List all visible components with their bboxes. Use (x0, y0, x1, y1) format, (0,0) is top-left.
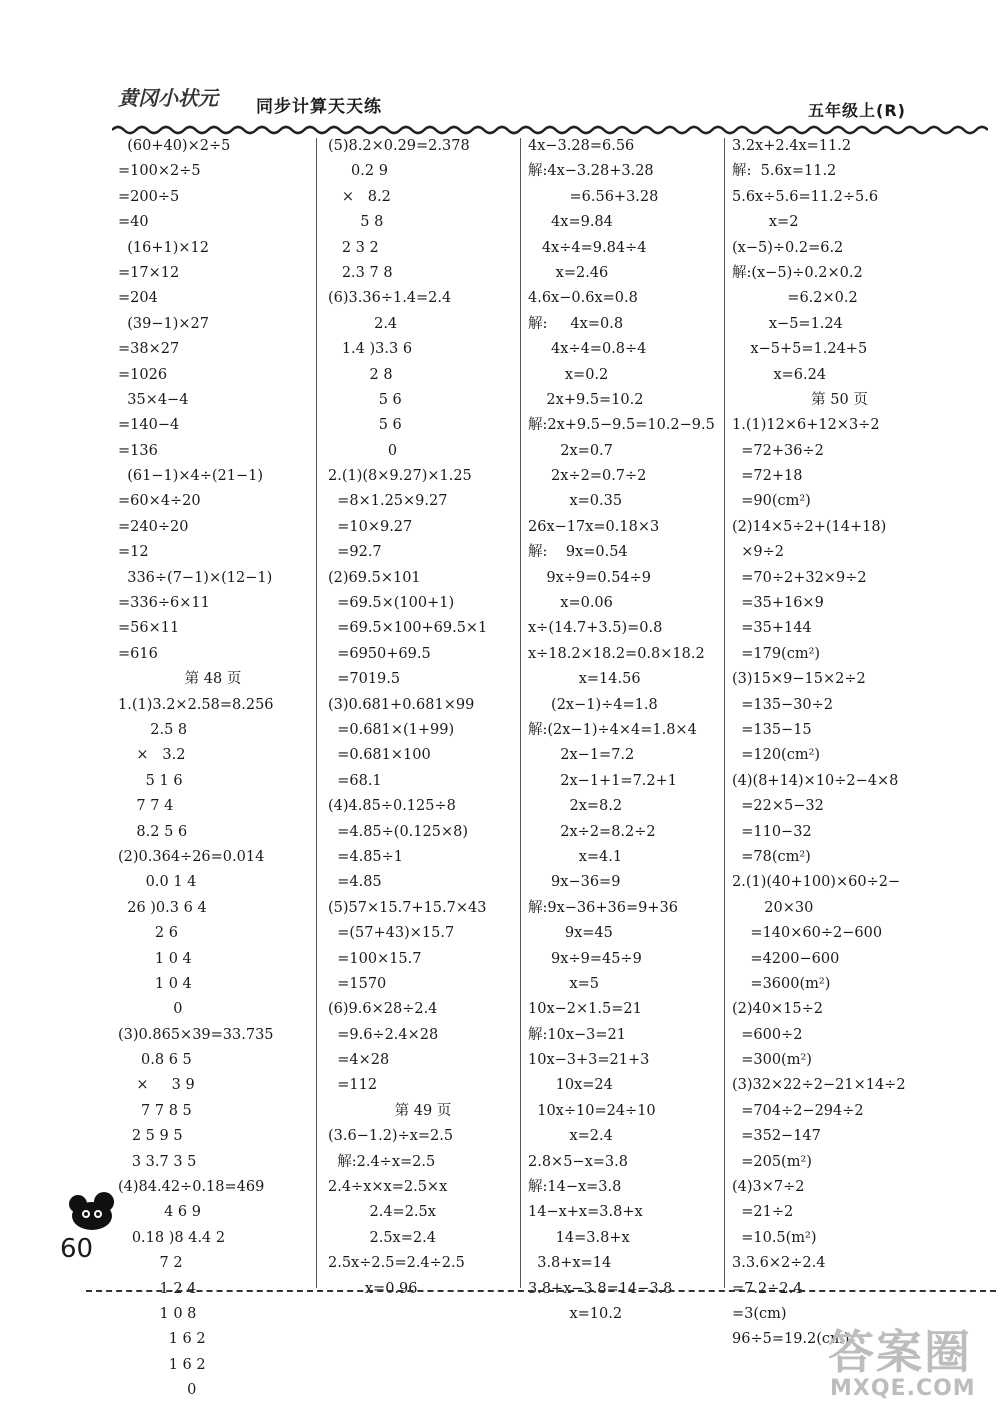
answer-line: 0 (118, 1382, 197, 1399)
answer-line: 7 7 8 5 (118, 1102, 192, 1119)
answer-line: 2x−1+1=7.2+1 (528, 772, 678, 789)
answer-line: × 3 9 (118, 1077, 195, 1094)
page-number: 60 (60, 1234, 94, 1264)
answer-line: 2 8 (328, 366, 393, 383)
answer-line: 20×30 (732, 899, 814, 916)
answer-line: 2 5 9 5 (118, 1128, 183, 1145)
answer-line: =8×1.25×9.27 (328, 493, 448, 510)
answer-line: x=0.06 (528, 595, 613, 612)
answer-line: =90(cm²) (732, 493, 811, 510)
answer-line: =352−147 (732, 1128, 821, 1145)
answer-line: 4x÷4=0.8÷4 (528, 341, 647, 358)
answer-line: 3.3.6×2÷2.4 (732, 1255, 826, 1272)
answer-line: =9.6÷2.4×28 (328, 1026, 439, 1043)
answer-line: =4.85÷1 (328, 848, 404, 865)
section-heading: 第 48 页 (184, 671, 242, 688)
answer-line: × 8.2 (328, 188, 391, 205)
answer-line: =179(cm²) (732, 645, 821, 662)
answer-line: =6950+69.5 (328, 645, 431, 662)
column-divider (520, 138, 521, 1288)
page-footer (60, 1190, 960, 1310)
answer-line: =336÷6×11 (118, 595, 210, 612)
answer-line: =7019.5 (328, 671, 401, 688)
answer-line: 0.0 1 4 (118, 874, 197, 891)
watermark-url: MXQE.COM (830, 1376, 976, 1401)
answer-line: (2x−1)÷4=1.8 (528, 696, 658, 713)
answer-line: 9x÷9=45÷9 (528, 950, 642, 967)
answer-line: 9x−36=9 (528, 874, 621, 891)
answer-line: 5 6 (328, 417, 402, 434)
answer-line: =10×9.27 (328, 518, 413, 535)
answer-line: 2.5x=2.4 (328, 1229, 436, 1246)
answer-line: x=2 (732, 214, 799, 231)
answer-line: x−5+5=1.24+5 (732, 341, 868, 358)
answer-line: 3 3.7 3 5 (118, 1153, 197, 1170)
watermark (820, 1310, 1000, 1410)
brand-title: 同步计算天天练 (256, 97, 382, 117)
answer-column-3 (528, 134, 728, 1327)
section-heading: 第 50 页 (811, 391, 868, 408)
answer-line: 解:(2x−1)÷4×4=1.8×4 (528, 721, 697, 738)
answer-line: x−5=1.24 (732, 315, 843, 332)
mascot-icon (62, 1190, 122, 1234)
answer-line: =56×11 (118, 620, 180, 637)
answer-line: 2.5 8 (118, 721, 188, 738)
answer-line: 2.8×5−x=3.8 (528, 1153, 628, 1170)
answer-line: 7 7 4 (118, 798, 174, 815)
answer-line: =60×4÷20 (118, 493, 201, 510)
answer-line: 4x=9.84 (528, 214, 613, 231)
answer-line: x=10.2 (528, 1305, 623, 1322)
answer-line: (4)(8+14)×10÷2−4×8 (732, 772, 899, 789)
answer-line: 4x÷4=9.84÷4 (528, 239, 647, 256)
answer-line: × 3.2 (118, 747, 186, 764)
answer-line: 2x=0.7 (528, 442, 613, 459)
answer-line: 解:14−x=3.8 (528, 1179, 622, 1196)
answer-line: =92.7 (328, 544, 382, 561)
answer-line: =35+16×9 (732, 595, 824, 612)
answer-line: =69.5×100+69.5×1 (328, 620, 488, 637)
answer-line: 2 6 (118, 925, 178, 942)
answer-line: x=4.1 (528, 848, 623, 865)
answer-line: (2)0.364÷26=0.014 (118, 848, 265, 865)
answer-line: 0.2 9 (328, 163, 388, 180)
answer-line: 96÷5=19.2(cm) (732, 1331, 850, 1348)
answer-line: 3.8+x−3.8=14−3.8 (528, 1280, 673, 1297)
footer-dashed-rule (86, 1290, 996, 1296)
answer-line: =7.2÷2.4 (732, 1280, 803, 1297)
answer-line: 8.2 5 6 (118, 823, 188, 840)
answer-line: 解: 5.6x=11.2 (732, 163, 837, 180)
answer-line: 2.3 7 8 (328, 264, 393, 281)
answer-line: 2.(1)(8×9.27)×1.25 (328, 468, 472, 485)
answer-line: 1.(1)3.2×2.58=8.256 (118, 696, 274, 713)
answer-line: =1570 (328, 975, 387, 992)
answer-line: (2)40×15÷2 (732, 1001, 823, 1018)
answer-line: 0.8 6 5 (118, 1052, 192, 1069)
answer-line: (39−1)×27 (118, 315, 209, 332)
answer-line: x=0.35 (528, 493, 623, 510)
answer-line: 2x÷2=8.2÷2 (528, 823, 656, 840)
answer-line: 2 3 2 (328, 239, 379, 256)
answer-line: 2x+9.5=10.2 (528, 391, 644, 408)
answer-line: 2x=8.2 (528, 798, 623, 815)
answer-line: 1 0 4 (118, 950, 192, 967)
answer-line: =4.85 (328, 874, 382, 891)
answer-line: 7 2 (118, 1255, 183, 1272)
answer-line: =140×60÷2−600 (732, 925, 883, 942)
answer-line: 2.4=2.5x (328, 1204, 436, 1221)
answer-line: =135−15 (732, 721, 812, 738)
answer-line: (3)32×22÷2−21×14÷2 (732, 1077, 906, 1094)
grade-label: 五年级上(R) (808, 101, 906, 120)
answer-line: =4×28 (328, 1052, 390, 1069)
answer-line: x=0.2 (528, 366, 609, 383)
answer-line: =136 (118, 442, 158, 459)
answer-line: =120(cm²) (732, 747, 821, 764)
answer-line: 10x−2×1.5=21 (528, 1001, 642, 1018)
answer-line: (60+40)×2÷5 (118, 138, 231, 154)
answer-line: 1 0 4 (118, 975, 192, 992)
answer-line: 336÷(7−1)×(12−1) (118, 569, 273, 586)
answer-line: 解:10x−3=21 (528, 1026, 626, 1043)
answer-line: 0 (118, 1001, 183, 1018)
answer-line: x÷(14.7+3.5)=0.8 (528, 620, 663, 637)
answer-line: 0 (328, 442, 398, 459)
answer-line: =6.2×0.2 (732, 290, 858, 307)
answer-line: =240÷20 (118, 518, 189, 535)
answer-line: =3(cm) (732, 1305, 787, 1322)
answer-line: 0.18 )8 4.4 2 (118, 1229, 226, 1246)
answer-line: (6)3.36÷1.4=2.4 (328, 290, 452, 307)
answer-line: (4)3×7÷2 (732, 1179, 805, 1196)
answer-line: =70÷2+32×9÷2 (732, 569, 867, 586)
answer-line: =12 (118, 544, 149, 561)
answer-line: 2.(1)(40+100)×60÷2− (732, 874, 901, 891)
answer-line: =72+18 (732, 468, 803, 485)
answer-line: 3.2x+2.4x=11.2 (732, 138, 852, 154)
answer-line: =3600(m²) (732, 975, 831, 992)
answer-line: 26x−17x=0.18×3 (528, 518, 660, 535)
answer-line: (3)0.865×39=33.735 (118, 1026, 274, 1043)
answer-line: =40 (118, 214, 149, 231)
answer-line: 2x÷2=0.7÷2 (528, 468, 647, 485)
answer-line: x=6.24 (732, 366, 827, 383)
answer-line: 9x=45 (528, 925, 613, 942)
column-divider (316, 138, 317, 1288)
answer-line: 1 2 4 (118, 1280, 197, 1297)
answer-line: 9x÷9=0.54÷9 (528, 569, 652, 586)
answer-line: (16+1)×12 (118, 239, 209, 256)
answer-line: (6)9.6×28÷2.4 (328, 1001, 438, 1018)
answer-line: 解: 4x=0.8 (528, 315, 624, 332)
answer-line: (3)15×9−15×2÷2 (732, 671, 866, 688)
answer-line: 1 0 8 (118, 1305, 197, 1322)
answer-line: 1 6 2 (118, 1356, 206, 1373)
answer-line: =4200−600 (732, 950, 840, 967)
answer-line: =10.5(m²) (732, 1229, 817, 1246)
answer-line: 4 6 9 (118, 1204, 201, 1221)
answer-line: =205(m²) (732, 1153, 812, 1170)
answer-line: (5)57×15.7+15.7×43 (328, 899, 487, 916)
answer-line: =72+36÷2 (732, 442, 824, 459)
answer-line: 10x=24 (528, 1077, 613, 1094)
answer-line: x=0.96 (328, 1280, 418, 1297)
answer-line: x÷18.2×18.2=0.8×18.2 (528, 645, 705, 662)
answer-line: 2.4÷x×x=2.5×x (328, 1179, 448, 1196)
answer-line: 14=3.8+x (528, 1229, 630, 1246)
answer-line: 4x−3.28=6.56 (528, 138, 635, 154)
answer-line: x=2.46 (528, 264, 609, 281)
answer-line: x=5 (528, 975, 600, 992)
answer-line: 解: 9x=0.54 (528, 544, 628, 561)
answer-line: =204 (118, 290, 158, 307)
answer-line: 14−x+x=3.8+x (528, 1204, 643, 1221)
answer-line: 解:2x+9.5−9.5=10.2−9.5 (528, 417, 715, 434)
answer-line: =22×5−32 (732, 798, 824, 815)
answer-line: =78(cm²) (732, 848, 811, 865)
answer-line: 5 8 (328, 214, 384, 231)
section-heading: 第 49 页 (394, 1102, 452, 1119)
answer-line: =38×27 (118, 341, 180, 358)
answer-line: =100×15.7 (328, 950, 422, 967)
answer-line: (3)0.681+0.681×99 (328, 696, 475, 713)
answer-line: 35×4−4 (118, 391, 189, 408)
answer-line: =616 (118, 645, 158, 662)
answer-line: =300(m²) (732, 1052, 812, 1069)
answer-line: (3.6−1.2)÷x=2.5 (328, 1128, 454, 1145)
answer-line: =4.85÷(0.125×8) (328, 823, 469, 840)
answer-line: =35+144 (732, 620, 812, 637)
answer-line: 5 6 (328, 391, 402, 408)
answer-line: 2.4 (328, 315, 398, 332)
answer-column-2 (328, 134, 518, 1302)
answer-line: (2)69.5×101 (328, 569, 421, 586)
answer-line: (x−5)÷0.2=6.2 (732, 239, 844, 256)
answer-line: (5)8.2×0.29=2.378 (328, 138, 470, 154)
answer-line: ×9÷2 (732, 544, 784, 561)
answer-line: (4)84.42÷0.18=469 (118, 1179, 265, 1196)
answer-column-4 (732, 134, 947, 1353)
answer-line: 5 1 6 (118, 772, 183, 789)
answer-line: =100×2÷5 (118, 163, 201, 180)
answer-line: 4.6x−0.6x=0.8 (528, 290, 638, 307)
answer-line: =110−32 (732, 823, 812, 840)
answer-line: =0.681×100 (328, 747, 431, 764)
answer-line: 1.(1)12×6+12×3÷2 (732, 417, 880, 434)
watermark-logo-text: 答案圈 (828, 1325, 972, 1379)
answer-line: =68.1 (328, 772, 382, 789)
answer-line: 26 )0.3 6 4 (118, 899, 207, 916)
answer-line: 解:(x−5)÷0.2×0.2 (732, 264, 863, 281)
answer-line: =600÷2 (732, 1026, 803, 1043)
answer-line: =200÷5 (118, 188, 180, 205)
answer-line: 解:9x−36+36=9+36 (528, 899, 678, 916)
answer-line: =1026 (118, 366, 168, 383)
answer-line: =21÷2 (732, 1204, 794, 1221)
answer-line: (2)14×5÷2+(14+18) (732, 518, 887, 535)
answer-line: 1 6 2 (118, 1331, 206, 1348)
answer-line: 2x−1=7.2 (528, 747, 635, 764)
answer-line: 1.4 )3.3 6 (328, 341, 413, 358)
answer-line: 解:4x−3.28+3.28 (528, 163, 654, 180)
answer-line: 解:2.4÷x=2.5 (328, 1153, 436, 1170)
answer-line: 10x÷10=24÷10 (528, 1102, 656, 1119)
answer-line: =135−30÷2 (732, 696, 834, 713)
answer-line: =112 (328, 1077, 378, 1094)
answer-line: (4)4.85÷0.125÷8 (328, 798, 456, 815)
answer-line: 10x−3+3=21+3 (528, 1052, 650, 1069)
answer-line: 2.5x÷2.5=2.4÷2.5 (328, 1255, 465, 1272)
answer-line: =17×12 (118, 264, 180, 281)
page-header (0, 0, 1000, 140)
answer-line: =704÷2−294÷2 (732, 1102, 864, 1119)
answer-line: 3.8+x=14 (528, 1255, 612, 1272)
answer-line: x=14.56 (528, 671, 641, 688)
answer-line: =0.681×(1+99) (328, 721, 455, 738)
answer-line: =(57+43)×15.7 (328, 925, 455, 942)
answer-line: (61−1)×4÷(21−1) (118, 468, 264, 485)
answer-line: x=2.4 (528, 1128, 613, 1145)
brand-mark: 黄冈小状元 (118, 86, 218, 110)
answer-line: =6.56+3.28 (528, 188, 659, 205)
answer-line: =140−4 (118, 417, 180, 434)
answer-line: =69.5×(100+1) (328, 595, 455, 612)
answer-line: 5.6x÷5.6=11.2÷5.6 (732, 188, 879, 205)
